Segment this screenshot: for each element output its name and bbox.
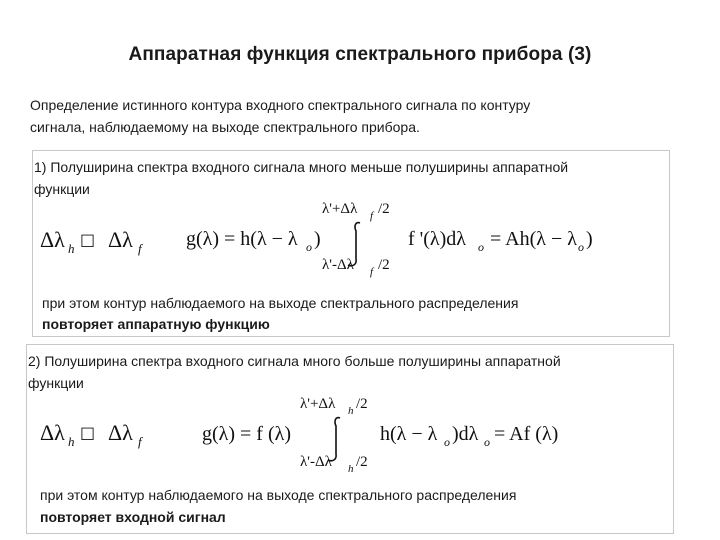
case1-rhs: = Ah(λ − λ xyxy=(490,228,577,250)
case1-cond-right-sub: f xyxy=(138,241,142,256)
case2-note-line-1: при этом контур наблюдаемого на выходе спектрального распределения xyxy=(40,487,517,503)
case2-lower-limit-sub: h xyxy=(348,463,354,475)
case2-cond-relation: □ xyxy=(80,423,96,442)
case1-cond-left-sub: h xyxy=(68,241,75,256)
case2-cond-left: Δλ xyxy=(40,420,65,445)
case2-cond-left-sub: h xyxy=(68,434,75,449)
case1-lower-limit-tail: /2 xyxy=(378,257,390,273)
case2-heading-line-1: 2) Полуширина спектра входного сигнала много больше полуширины аппаратной xyxy=(28,353,561,369)
case1-lhs-tail: ) xyxy=(314,228,321,250)
case2-upper-limit-sub: h xyxy=(348,405,354,417)
case1-lower-limit: λ'-Δλ xyxy=(322,257,354,273)
case1-formula-svg xyxy=(0,195,720,285)
case1-upper-limit-sub: f xyxy=(370,210,374,222)
case2-integrand-tail: )dλ xyxy=(452,423,479,445)
case2-integrand: h(λ − λ xyxy=(380,423,438,445)
case1-lower-limit-sub: f xyxy=(370,266,374,278)
case2-formula-svg xyxy=(0,392,720,478)
case1-lhs: g(λ) = h(λ − λ xyxy=(186,228,298,250)
slide-title: Аппаратная функция спектрального прибора (3) xyxy=(128,44,592,65)
case2-upper-limit: λ'+Δλ xyxy=(300,396,336,412)
case1-cond-relation: □ xyxy=(80,230,96,249)
case2-cond-right-sub: f xyxy=(138,434,142,449)
case1-heading-line-1: 1) Полуширина спектра входного сигнала много меньше полуширины аппаратной xyxy=(34,159,569,175)
case2-heading-line-2: функции xyxy=(28,375,84,391)
case2-rhs: = Af (λ) xyxy=(494,423,559,445)
intro-line-2: сигнала, наблюдаемому на выходе спектрального прибора. xyxy=(30,119,420,135)
case1-integrand-sub: o xyxy=(478,240,484,254)
case1-upper-limit-tail: /2 xyxy=(378,201,390,217)
case2-integrand-sub: o xyxy=(444,435,450,449)
case2-note-line-2: повторяет входной сигнал xyxy=(40,509,226,525)
case2-lower-limit: λ'-Δλ xyxy=(300,454,332,470)
case1-rhs-sub: o xyxy=(578,240,584,254)
case2-lhs: g(λ) = f (λ) xyxy=(202,423,291,445)
case1-lhs-sub: o xyxy=(306,240,312,254)
case2-upper-limit-tail: /2 xyxy=(356,396,368,412)
intro-line-1: Определение истинного контура входного спектрального сигнала по контуру xyxy=(30,97,531,113)
case2-lower-limit-tail: /2 xyxy=(356,454,368,470)
case1-integrand: f '(λ)dλ xyxy=(408,228,466,250)
case1-rhs-tail: ) xyxy=(586,228,593,250)
case1-cond-left: Δλ xyxy=(40,227,65,252)
case2-integrand-tail-sub: o xyxy=(484,435,490,449)
case1-cond-right: Δλ xyxy=(108,227,133,252)
case1-note-line-1: при этом контур наблюдаемого на выходе спектрального распределения xyxy=(42,295,519,311)
case1-note-line-2: повторяет аппаратную функцию xyxy=(42,316,270,332)
case1-upper-limit: λ'+Δλ xyxy=(322,201,358,217)
case2-cond-right: Δλ xyxy=(108,420,133,445)
case1-heading-line-2: функции xyxy=(34,181,90,197)
